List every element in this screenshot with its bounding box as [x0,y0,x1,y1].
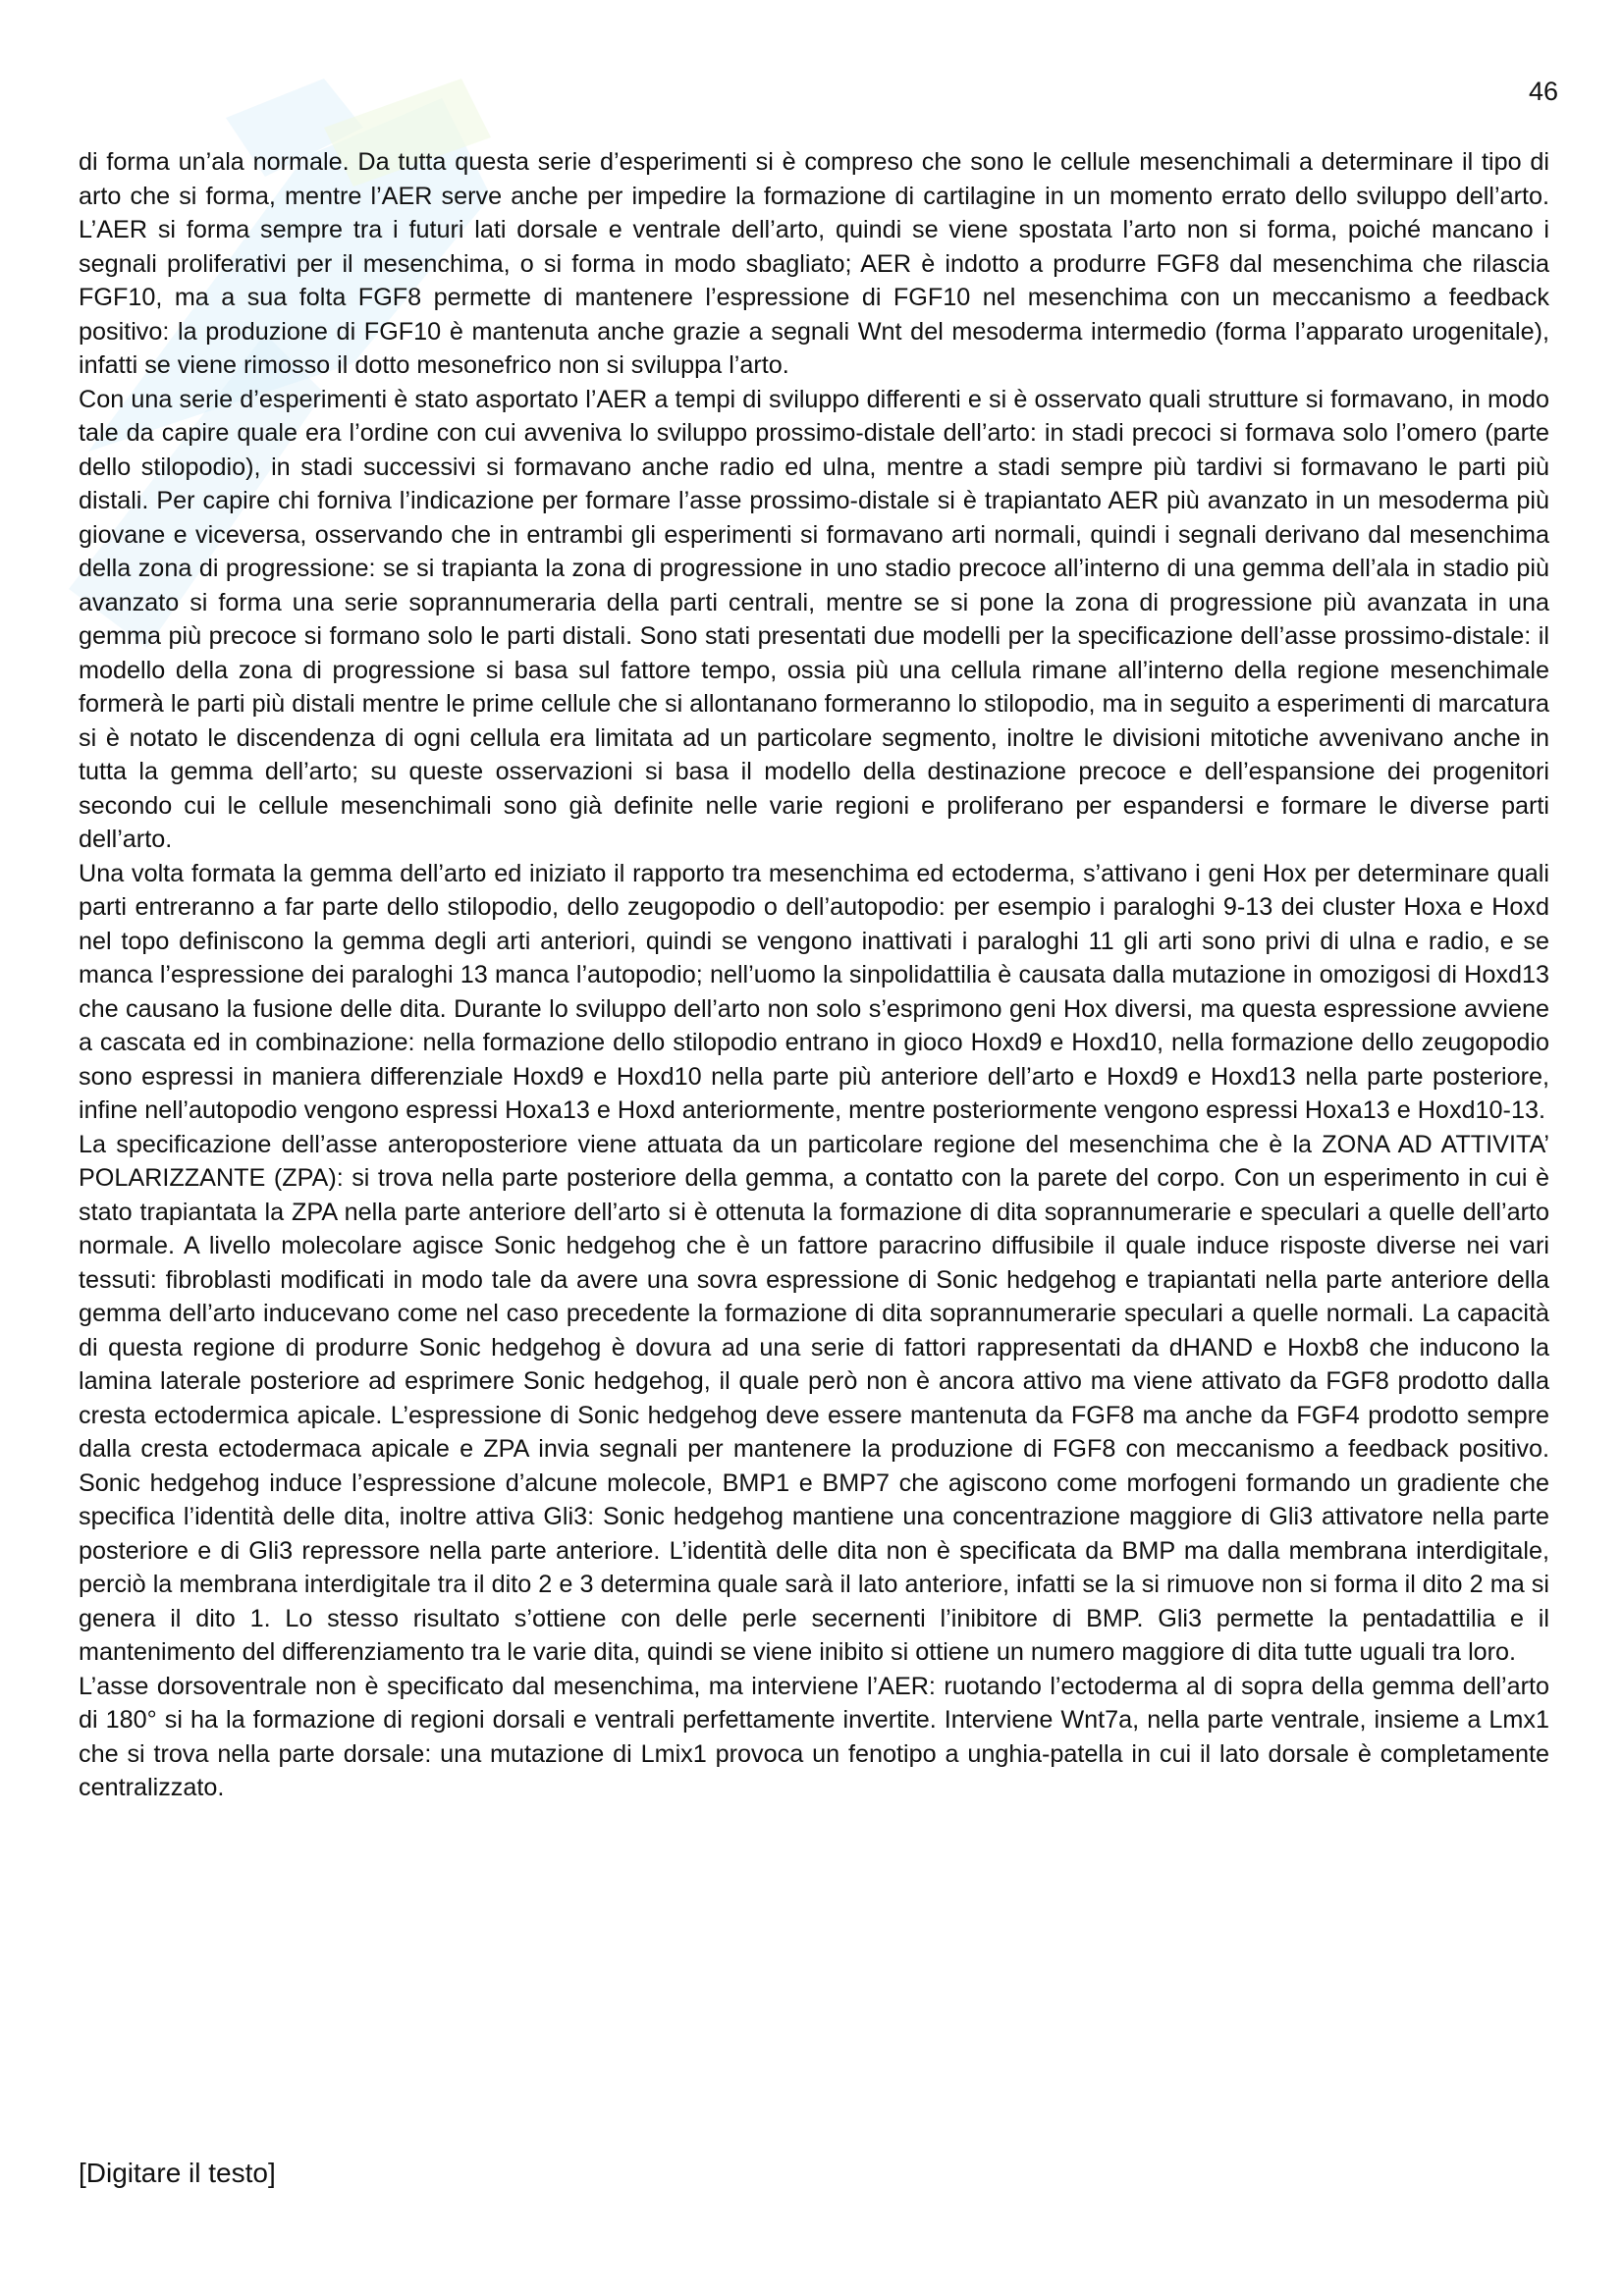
footer-placeholder[interactable]: [Digitare il testo] [79,2158,276,2188]
page-number: 46 [1528,77,1558,106]
paragraph: La specificazione dell’asse anteroposteriore viene attuata da un particolare regione del mesenchima che è la ZONA AD ATTIVITA’ POLARIZZANTE (ZPA): si trova nella parte posteriore della gemma, a contatto con la parete del corpo. Con un esperimento in cui è stato trapiantata la ZPA nella parte anteriore dell’arto si è ottenuta la formazione di dita soprannumerarie e speculari a quelle dell’arto normale. A livello molecolare agisce Sonic hedgehog che è un fattore paracrino diffusibile il quale induce risposte diverse nei vari tessuti: fibroblasti modificati in modo tale da avere una sovra espressione di Sonic hedgehog e trapiantati nella parte anteriore della gemma dell’arto inducevano come nel caso precedente la formazione di dita soprannumerarie speculari a quelle normali. La capacità di questa regione di produrre Sonic hedgehog è dovura ad una serie di fattori rappresentati da dHAND e Hoxb8 che inducono la lamina laterale posteriore ad esprimere Sonic hedgehog, il quale però non è ancora attivo ma viene attivato da FGF8 prodotto dalla cresta ectodermica apicale. L’espressione di Sonic hedgehog deve essere mantenuta da FGF8 ma anche da FGF4 prodotto sempre dalla cresta ectodermaca apicale e ZPA invia segnali per mantenere la produzione di FGF8 con meccanismo a feedback positivo. Sonic hedgehog induce l’espressione d’alcune molecole, BMP1 e BMP7 che agiscono come morfogeni formando un gradiente che specifica l’identità delle dita, inoltre attiva Gli3: Sonic hedgehog mantiene una concentrazione maggiore di Gli3 attivatore nella parte posteriore e di Gli3 repressore nella parte anteriore. L’identità delle dita non è specificata da BMP ma dalla membrana interdigitale, perciò la membrana interdigitale tra il dito 2 e 3 determina quale sarà il lato anteriore, infatti se la si rimuove non si forma il dito 2 ma si genera il dito 1. Lo stesso risultato s’ottiene con delle perle secernenti l’inibitore di BMP. Gli3 permette la pentadattilia e il mantenimento del differenziamento tra le varie dita, quindi se viene inibito si ottiene un numero maggiore di dita tutte uguali tra loro. [79,1130,1549,1666]
paragraph: di forma un’ala normale. Da tutta questa serie d’esperimenti si è compreso che sono le cellule mesenchimali a determinare il tipo di arto che si forma, mentre l’AER serve anche per impedire la formazione di cartilagine in un momento errato dello sviluppo dell’arto. L’AER si forma sempre tra i futuri lati dorsale e ventrale dell’arto, quindi se viene spostata l’arto non si forma, poiché mancano i segnali proliferativi per il mesenchima, o si forma in modo sbagliato; AER è indotto a produrre FGF8 dal mesenchima che rilascia FGF10, ma a sua folta FGF8 permette di mantenere l’espressione di FGF10 nel mesenchima con un meccanismo a feedback positivo: la produzione di FGF10 è mantenuta anche grazie a segnali Wnt del mesoderma intermedio (forma l’apparato urogenitale), infatti se viene rimosso il dotto mesonefrico non si sviluppa l’arto. [79,148,1549,379]
paragraph: Una volta formata la gemma dell’arto ed iniziato il rapporto tra mesenchima ed ectoderma, s’attivano i geni Hox per determinare quali parti entreranno a far parte dello stilopodio, dello zeugopodio o dell’autopodio: per esempio i paraloghi 9-13 dei cluster Hoxa e Hoxd nel topo definiscono la gemma degli arti anteriori, quindi se vengono inattivati i paraloghi 11 gli arti sono privi di ulna e radio, e se manca l’espressione dei paraloghi 13 manca l’autopodio; nell’uomo la sinpolidattilia è causata dalla mutazione in omozigosi di Hoxd13 che causano la fusione delle dita. Durante lo sviluppo dell’arto non solo s’esprimono geni Hox diversi, ma questa espressione avviene a cascata ed in combinazione: nella formazione dello stilopodio entrano in gioco Hoxd9 e Hoxd10, nella formazione dello zeugopodio sono espressi in maniera differenziale Hoxd9 e Hoxd10 nella parte più anteriore dell’arto e Hoxd9 e Hoxd13 nella parte posteriore, infine nell’autopodio vengono espressi Hoxa13 e Hoxd anteriormente, mentre posteriormente vengono espressi Hoxa13 e Hoxd10-13. [79,859,1549,1124]
paragraph: L’asse dorsoventrale non è specificato dal mesenchima, ma interviene l’AER: ruotando l’ectoderma al di sopra della gemma dell’arto di 180° si ha la formazione di regioni dorsali e ventrali perfettamente invertite. Interviene Wnt7a, nella parte ventrale, insieme a Lmx1 che si trova nella parte dorsale: una mutazione di Lmix1 provoca un fenotipo a unghia-patella in cui il lato dorsale è completamente centralizzato. [79,1672,1549,1801]
paragraph: Con una serie d’esperimenti è stato asportato l’AER a tempi di sviluppo differenti e si è osservato quali strutture si formavano, in modo tale da capire quale era l’ordine con cui avveniva lo sviluppo prossimo-distale dell’arto: in stadi precoci si formava solo l’omero (parte dello stilopodio), in stadi successivi si formavano anche radio ed ulna, mentre a stadi sempre più tardivi si formavano le parti più distali. Per capire chi forniva l’indicazione per formare l’asse prossimo-distale si è trapiantato AER più avanzato in un mesoderma più giovane e viceversa, osservando che in entrambi gli esperimenti si formavano arti normali, quindi i segnali derivano dal mesenchima della zona di progressione: se si trapianta la zona di progressione in uno stadio precoce all’interno di una gemma dell’ala in stadio più avanzato si forma una serie soprannumeraria della parti centrali, mentre se si pone la zona di progressione più avanzata in una gemma più precoce si formano solo le parti distali. Sono stati presentati due modelli per la specificazione dell’asse prossimo-distale: il modello della zona di progressione si basa sul fattore tempo, ossia più una cellula rimane all’interno della regione mesenchimale formerà le parti più distali mentre le prime cellule che si allontanano formeranno lo stilopodio, ma in seguito a esperimenti di marcatura si è notato le discendenza di ogni cellula era limitata ad un particolare segmento, inoltre le divisioni mitotiche avvenivano anche in tutta la gemma dell’arto; su queste osservazioni si basa il modello della destinazione precoce e dell’espansione dei progenitori secondo cui le cellule mesenchimali sono già definite nelle varie regioni e proliferano per espandersi e formare le diverse parti dell’arto. [79,385,1549,853]
document-body [79,145,1549,1805]
